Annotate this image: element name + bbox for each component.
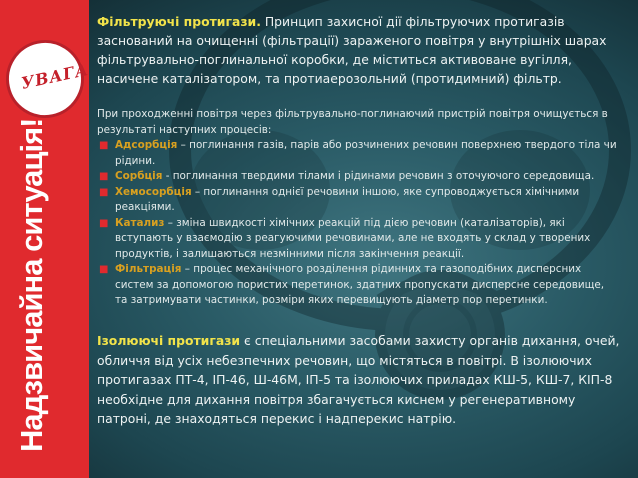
vertical-title: Надзвичайна ситуація! [14,118,49,452]
process-term: Фільтрація [115,263,182,275]
processes-section [97,107,617,309]
red-sidebar [0,0,89,478]
processes-intro: При проходженні повітря через фільтрувально-поглинаючий пристрій повітря очищується в результаті наступних процесів: [97,108,608,136]
processes-list [97,138,617,309]
process-description: – зміна швидкості хімічних реакцій під дією речовин (каталізаторів), які вступають у взаємодію з реагуючими речовинами, але не входять у склад у творених продуктів, і залишаються незмінними після закінчення реакції. [115,216,591,260]
bullet-icon: ■ [99,171,109,182]
list-item [97,216,617,263]
bullet-icon: ■ [99,217,109,229]
bullet-icon: ■ [99,140,109,151]
filtering-gas-masks-paragraph [97,12,627,88]
warning-stamp-label: УВАГА [19,59,91,93]
warning-stamp-icon [0,33,91,126]
process-term: Хемосорбція [115,185,192,198]
list-item [97,262,617,309]
process-description: – поглинання однієї речовини іншою, яке супроводжується хімічними реакціями. [115,185,580,213]
filtering-gas-masks-text: Принцип захисної дії фільтруючих протигазів заснований на очищенні (фільтрації) зараженого повітря у внутрішніх шарах фільтрувально-поглинальної коробки, де міститься активоване вугілля, насичене каталізатором, та протиаерозольний (протидимний) фільтр. [97,14,607,86]
bullet-icon: ■ [99,264,109,275]
process-description: - поглинання твердими тілами і рідинами речовин з оточуючого середовища. [162,170,595,182]
process-term: Катализ [115,216,165,229]
isolating-gas-masks-paragraph [97,331,627,429]
filtering-gas-masks-heading: Фільтруючі протигази. [97,14,261,29]
bullet-icon: ■ [99,186,109,198]
list-item [97,138,617,169]
isolating-gas-masks-text: є спеціальними засобами захисту органів дихання, очей, обличчя від усіх небезпечних речовин, що містяться в повітрі. В ізолюючих протигазах ПТ-4, ІП-46, Ш-46М, ІП-5 та ізолюючих приладах КШ-5, КШ-7, КІП-8 необхідне для дихання повітря збагачується киснем у регенеративному патроні, де знаходяться перекис і надперекис натрію. [97,333,620,426]
list-item [97,169,617,185]
process-description: – процес механічного розділення рідинних та газоподібних дисперсних систем за допомогою пористих перетинок, здатних пропускати дисперсне середовище, та затримувати частинки, розміри яких перевищують діаметр пор перетинки. [115,263,605,306]
isolating-gas-masks-heading: Ізолюючі протигази [97,333,241,348]
process-description: – поглинання газів, парів або розчинених речовин поверхнею твердого тіла чи рідини. [115,139,617,167]
process-term: Адсорбція [115,139,178,151]
list-item [97,185,617,216]
process-term: Сорбція [115,170,163,182]
